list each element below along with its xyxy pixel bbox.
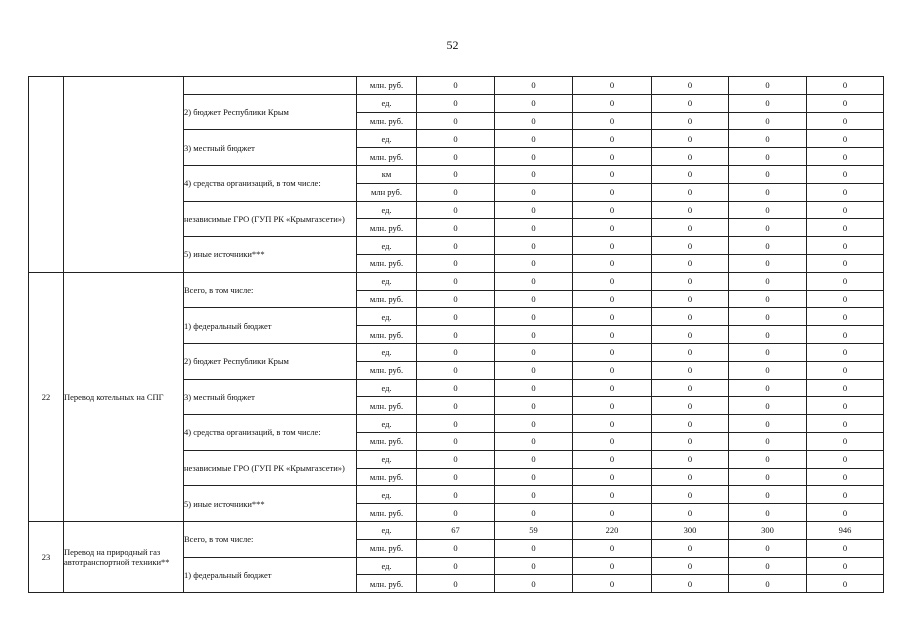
page-number: 52 — [446, 38, 459, 52]
value-cell: 0 — [729, 415, 807, 433]
value-cell: 0 — [652, 486, 729, 504]
value-cell: 0 — [417, 219, 495, 237]
value-cell: 0 — [417, 148, 495, 166]
value-cell: 0 — [573, 130, 652, 148]
value-cell: 0 — [652, 450, 729, 468]
value-cell: 0 — [495, 486, 573, 504]
value-cell: 0 — [729, 379, 807, 397]
unit-cell: ед. — [357, 415, 417, 433]
value-cell: 0 — [807, 486, 884, 504]
value-cell: 0 — [573, 112, 652, 130]
value-cell: 0 — [573, 557, 652, 575]
value-cell: 0 — [652, 290, 729, 308]
value-cell: 0 — [573, 77, 652, 95]
value-cell: 0 — [729, 575, 807, 593]
funding-source: Всего, в том числе: — [184, 272, 357, 308]
value-cell: 0 — [495, 575, 573, 593]
value-cell: 0 — [807, 148, 884, 166]
value-cell: 0 — [652, 165, 729, 183]
value-cell: 0 — [417, 575, 495, 593]
unit-cell: ед. — [357, 272, 417, 290]
value-cell: 0 — [417, 94, 495, 112]
value-cell: 0 — [807, 343, 884, 361]
funding-source: 1) федеральный бюджет — [184, 308, 357, 344]
unit-cell: млн. руб. — [357, 432, 417, 450]
value-cell: 0 — [807, 94, 884, 112]
row-number — [29, 77, 64, 273]
unit-cell: млн. руб. — [357, 326, 417, 344]
budget-table — [28, 76, 884, 593]
value-cell: 0 — [807, 183, 884, 201]
funding-source: независимые ГРО (ГУП РК «Крымгазсети») — [184, 450, 357, 486]
value-cell: 0 — [807, 450, 884, 468]
value-cell: 0 — [495, 539, 573, 557]
value-cell: 0 — [495, 326, 573, 344]
value-cell: 0 — [652, 397, 729, 415]
value-cell: 0 — [652, 237, 729, 255]
value-cell: 0 — [652, 432, 729, 450]
funding-source: Всего, в том числе: — [184, 521, 357, 557]
value-cell: 0 — [417, 290, 495, 308]
value-cell: 0 — [807, 468, 884, 486]
value-cell: 0 — [417, 272, 495, 290]
value-cell: 0 — [495, 450, 573, 468]
value-cell: 0 — [807, 130, 884, 148]
unit-cell: млн. руб. — [357, 219, 417, 237]
unit-cell: млн. руб. — [357, 361, 417, 379]
value-cell: 0 — [652, 77, 729, 95]
unit-cell: млн. руб. — [357, 77, 417, 95]
unit-cell: ед. — [357, 521, 417, 539]
value-cell: 0 — [729, 326, 807, 344]
value-cell: 0 — [417, 165, 495, 183]
value-cell: 0 — [807, 326, 884, 344]
value-cell: 0 — [495, 272, 573, 290]
value-cell: 0 — [807, 379, 884, 397]
value-cell: 0 — [495, 504, 573, 522]
value-cell: 0 — [652, 468, 729, 486]
value-cell: 0 — [652, 183, 729, 201]
funding-source: 4) средства организаций, в том числе: — [184, 165, 357, 201]
value-cell: 0 — [573, 254, 652, 272]
value-cell: 0 — [807, 165, 884, 183]
value-cell: 0 — [417, 201, 495, 219]
row-number: 23 — [29, 521, 64, 592]
value-cell: 0 — [729, 94, 807, 112]
value-cell: 0 — [729, 130, 807, 148]
funding-source: 4) средства организаций, в том числе: — [184, 415, 357, 451]
value-cell: 0 — [495, 379, 573, 397]
value-cell: 0 — [729, 112, 807, 130]
funding-source: 2) бюджет Республики Крым — [184, 94, 357, 130]
funding-source: 3) местный бюджет — [184, 130, 357, 166]
funding-source: 1) федеральный бюджет — [184, 557, 357, 593]
value-cell: 0 — [652, 415, 729, 433]
value-cell: 0 — [807, 539, 884, 557]
funding-source: независимые ГРО (ГУП РК «Крымгазсети») — [184, 201, 357, 237]
unit-cell: млн. руб. — [357, 112, 417, 130]
value-cell: 0 — [417, 130, 495, 148]
value-cell: 0 — [729, 504, 807, 522]
value-cell: 0 — [729, 183, 807, 201]
value-cell: 0 — [573, 397, 652, 415]
value-cell: 0 — [652, 130, 729, 148]
value-cell: 0 — [417, 397, 495, 415]
value-cell: 0 — [573, 237, 652, 255]
value-cell: 0 — [807, 575, 884, 593]
unit-cell: ед. — [357, 343, 417, 361]
value-cell: 0 — [652, 201, 729, 219]
value-cell: 0 — [573, 575, 652, 593]
value-cell: 0 — [652, 379, 729, 397]
value-cell: 0 — [807, 219, 884, 237]
value-cell: 0 — [807, 504, 884, 522]
value-cell: 0 — [573, 504, 652, 522]
value-cell: 300 — [729, 521, 807, 539]
value-cell: 0 — [417, 557, 495, 575]
unit-cell: млн руб. — [357, 183, 417, 201]
value-cell: 0 — [729, 272, 807, 290]
value-cell: 0 — [495, 94, 573, 112]
unit-cell: млн. руб. — [357, 504, 417, 522]
value-cell: 0 — [807, 397, 884, 415]
value-cell: 0 — [652, 343, 729, 361]
unit-cell: ед. — [357, 450, 417, 468]
funding-source: 2) бюджет Республики Крым — [184, 343, 357, 379]
value-cell: 0 — [495, 308, 573, 326]
value-cell: 0 — [573, 486, 652, 504]
value-cell: 0 — [652, 272, 729, 290]
unit-cell: млн. руб. — [357, 254, 417, 272]
value-cell: 0 — [729, 165, 807, 183]
value-cell: 0 — [417, 432, 495, 450]
unit-cell: млн. руб. — [357, 539, 417, 557]
value-cell: 0 — [652, 557, 729, 575]
value-cell: 0 — [729, 361, 807, 379]
value-cell: 0 — [729, 468, 807, 486]
measure-name — [64, 77, 184, 273]
value-cell: 0 — [417, 237, 495, 255]
value-cell: 0 — [652, 575, 729, 593]
value-cell: 0 — [573, 201, 652, 219]
measure-name: Перевод на природный газ автотранспортной техники** — [64, 521, 184, 592]
value-cell: 0 — [573, 148, 652, 166]
value-cell: 0 — [652, 112, 729, 130]
value-cell: 0 — [729, 432, 807, 450]
value-cell: 0 — [652, 504, 729, 522]
value-cell: 0 — [417, 504, 495, 522]
value-cell: 0 — [652, 326, 729, 344]
unit-cell: ед. — [357, 308, 417, 326]
value-cell: 0 — [495, 237, 573, 255]
value-cell: 0 — [417, 77, 495, 95]
value-cell: 0 — [417, 112, 495, 130]
value-cell: 0 — [652, 308, 729, 326]
value-cell: 0 — [495, 397, 573, 415]
unit-cell: млн. руб. — [357, 290, 417, 308]
value-cell: 0 — [652, 361, 729, 379]
value-cell: 0 — [729, 77, 807, 95]
value-cell: 0 — [495, 468, 573, 486]
value-cell: 0 — [495, 201, 573, 219]
value-cell: 0 — [729, 308, 807, 326]
value-cell: 0 — [495, 254, 573, 272]
value-cell: 0 — [573, 468, 652, 486]
value-cell: 0 — [573, 94, 652, 112]
value-cell: 0 — [417, 539, 495, 557]
unit-cell: млн. руб. — [357, 468, 417, 486]
value-cell: 0 — [729, 290, 807, 308]
value-cell: 0 — [573, 450, 652, 468]
value-cell: 0 — [417, 343, 495, 361]
value-cell: 0 — [573, 379, 652, 397]
value-cell: 0 — [807, 361, 884, 379]
funding-source — [184, 77, 357, 95]
value-cell: 0 — [495, 343, 573, 361]
unit-cell: ед. — [357, 201, 417, 219]
value-cell: 0 — [417, 254, 495, 272]
value-cell: 0 — [573, 539, 652, 557]
value-cell: 0 — [417, 486, 495, 504]
unit-cell: млн. руб. — [357, 148, 417, 166]
table-row — [29, 521, 884, 539]
value-cell: 0 — [417, 415, 495, 433]
value-cell: 0 — [573, 326, 652, 344]
value-cell: 0 — [652, 148, 729, 166]
table-row — [29, 77, 884, 95]
value-cell: 0 — [417, 326, 495, 344]
value-cell: 0 — [573, 432, 652, 450]
value-cell: 0 — [495, 290, 573, 308]
value-cell: 0 — [573, 415, 652, 433]
value-cell: 0 — [807, 237, 884, 255]
value-cell: 0 — [495, 130, 573, 148]
value-cell: 0 — [652, 219, 729, 237]
value-cell: 0 — [729, 486, 807, 504]
funding-source: 5) иные источники*** — [184, 486, 357, 522]
unit-cell: млн. руб. — [357, 397, 417, 415]
value-cell: 0 — [652, 539, 729, 557]
value-cell: 0 — [495, 148, 573, 166]
value-cell: 0 — [729, 397, 807, 415]
value-cell: 0 — [417, 308, 495, 326]
value-cell: 0 — [729, 201, 807, 219]
value-cell: 0 — [807, 272, 884, 290]
funding-source: 5) иные источники*** — [184, 237, 357, 273]
value-cell: 0 — [652, 94, 729, 112]
value-cell: 0 — [807, 112, 884, 130]
value-cell: 0 — [417, 450, 495, 468]
value-cell: 0 — [807, 308, 884, 326]
value-cell: 0 — [807, 557, 884, 575]
unit-cell: км — [357, 165, 417, 183]
value-cell: 0 — [807, 290, 884, 308]
value-cell: 0 — [495, 183, 573, 201]
row-number: 22 — [29, 272, 64, 521]
value-cell: 59 — [495, 521, 573, 539]
unit-cell: ед. — [357, 557, 417, 575]
value-cell: 0 — [573, 361, 652, 379]
value-cell: 0 — [729, 219, 807, 237]
value-cell: 0 — [573, 183, 652, 201]
table-body — [29, 77, 884, 593]
value-cell: 0 — [573, 165, 652, 183]
value-cell: 0 — [417, 183, 495, 201]
unit-cell: ед. — [357, 237, 417, 255]
unit-cell: ед. — [357, 94, 417, 112]
value-cell: 0 — [573, 290, 652, 308]
value-cell: 0 — [495, 165, 573, 183]
value-cell: 67 — [417, 521, 495, 539]
unit-cell: млн. руб. — [357, 575, 417, 593]
value-cell: 0 — [573, 219, 652, 237]
value-cell: 0 — [807, 254, 884, 272]
value-cell: 0 — [807, 415, 884, 433]
value-cell: 0 — [495, 77, 573, 95]
value-cell: 0 — [495, 112, 573, 130]
value-cell: 220 — [573, 521, 652, 539]
value-cell: 0 — [652, 254, 729, 272]
value-cell: 0 — [573, 308, 652, 326]
value-cell: 0 — [495, 415, 573, 433]
value-cell: 0 — [573, 343, 652, 361]
value-cell: 0 — [729, 343, 807, 361]
value-cell: 0 — [729, 237, 807, 255]
value-cell: 0 — [417, 468, 495, 486]
value-cell: 0 — [495, 361, 573, 379]
value-cell: 0 — [417, 361, 495, 379]
value-cell: 0 — [807, 201, 884, 219]
value-cell: 0 — [495, 219, 573, 237]
value-cell: 300 — [652, 521, 729, 539]
value-cell: 0 — [729, 254, 807, 272]
value-cell: 0 — [573, 272, 652, 290]
value-cell: 0 — [729, 450, 807, 468]
value-cell: 0 — [417, 379, 495, 397]
unit-cell: ед. — [357, 379, 417, 397]
value-cell: 0 — [729, 148, 807, 166]
value-cell: 0 — [729, 539, 807, 557]
measure-name: Перевод котельных на СПГ — [64, 272, 184, 521]
value-cell: 0 — [495, 432, 573, 450]
value-cell: 0 — [729, 557, 807, 575]
funding-source: 3) местный бюджет — [184, 379, 357, 415]
value-cell: 946 — [807, 521, 884, 539]
value-cell: 0 — [807, 77, 884, 95]
value-cell: 0 — [495, 557, 573, 575]
table-row — [29, 272, 884, 290]
value-cell: 0 — [807, 432, 884, 450]
unit-cell: ед. — [357, 130, 417, 148]
unit-cell: ед. — [357, 486, 417, 504]
